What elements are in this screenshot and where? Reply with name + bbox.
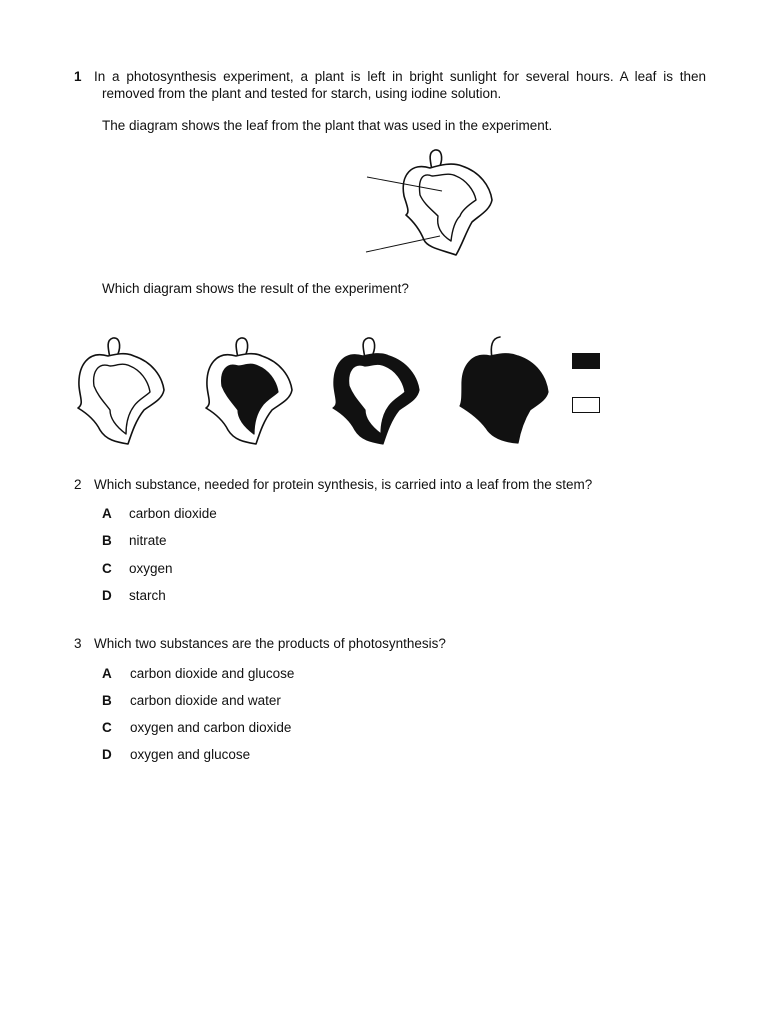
question-2-text: Which substance, needed for protein synthesis, is carried into a leaf from the stem? (94, 477, 593, 492)
option-letter: C (102, 720, 112, 735)
option-text: starch (129, 588, 166, 603)
question-3-number: 3 (74, 636, 82, 651)
key-box-white (572, 397, 600, 413)
question-1-prompt: Which diagram shows the result of the experiment? (102, 281, 409, 296)
option-text: carbon dioxide and glucose (130, 666, 295, 681)
option-letter: B (102, 533, 112, 548)
option-text: oxygen and carbon dioxide (130, 720, 292, 735)
option-text: nitrate (129, 533, 167, 548)
question-2-number: 2 (74, 477, 82, 492)
option-letter: A (102, 506, 112, 521)
question-1-number: 1 (74, 69, 82, 84)
question-1-paragraph-1: In a photosynthesis experiment, a plant is left in bright sunlight for several hours. A leaf is then removed from the plant and tested for starch, using iodine solution. (94, 69, 706, 101)
question-3-text: Which two substances are the products of photosynthesis? (94, 636, 446, 651)
option-text: oxygen (129, 561, 173, 576)
option-letter: B (102, 693, 112, 708)
option-text: carbon dioxide (129, 506, 217, 521)
option-letter: C (102, 561, 112, 576)
option-letter: A (102, 666, 112, 681)
option-text: carbon dioxide and water (130, 693, 281, 708)
option-text: oxygen and glucose (130, 747, 251, 762)
leaf-all-black-icon (460, 337, 548, 443)
leaf-inner-black-icon (206, 338, 292, 444)
option-letter: D (102, 747, 112, 762)
leaf-all-white-icon (78, 338, 164, 444)
key-box-black (572, 353, 600, 369)
leaf-outer-black-icon (333, 338, 419, 444)
option-letter: D (102, 588, 112, 603)
question-1-paragraph-2: The diagram shows the leaf from the plant that was used in the experiment. (102, 118, 553, 133)
